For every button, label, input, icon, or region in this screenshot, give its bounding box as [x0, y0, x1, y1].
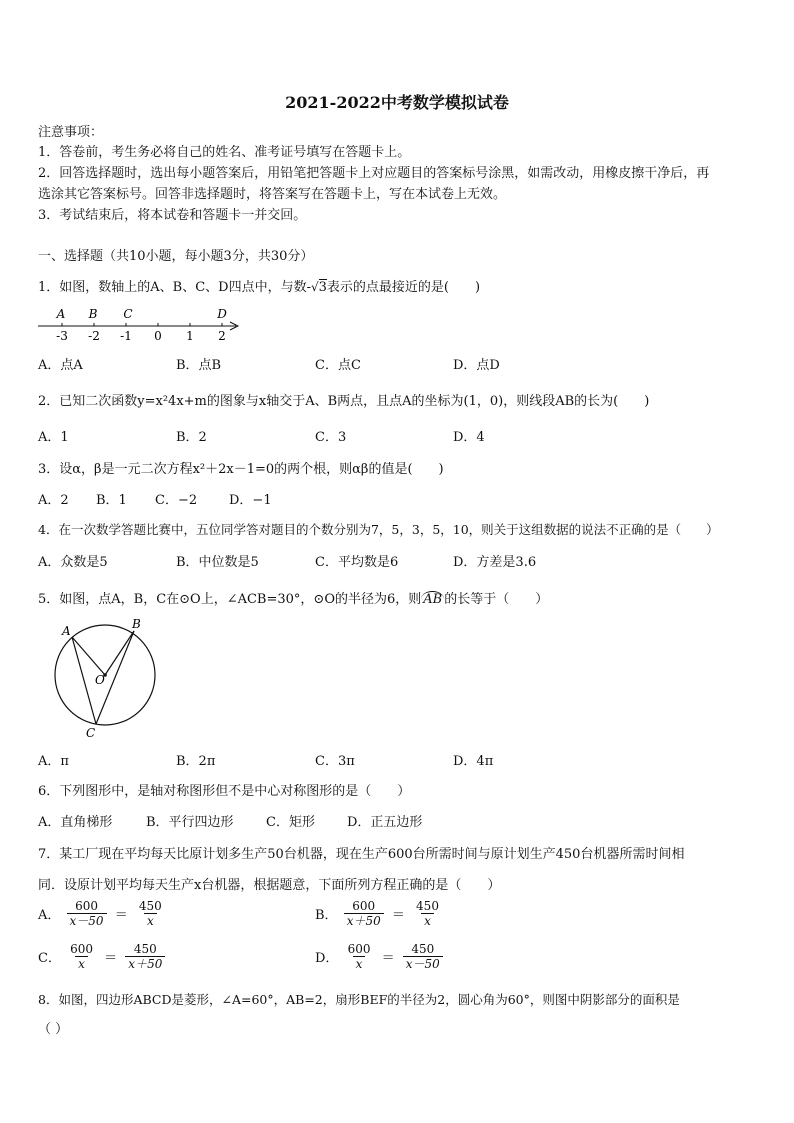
option[interactable]: A．1 — [38, 430, 69, 445]
option[interactable]: B．2π — [176, 754, 216, 769]
option[interactable]: A．π — [38, 754, 69, 769]
option-d[interactable]: D． $\frac{600}{x}$ ＝ $\frac{450}{x-50}$ — [315, 942, 445, 971]
point-label-c: C — [86, 726, 96, 740]
option[interactable]: A．众数是5 — [38, 555, 108, 570]
option[interactable]: C．点C — [315, 358, 361, 373]
tick-label: -3 — [56, 329, 68, 343]
option[interactable]: C．3 — [315, 430, 347, 445]
option[interactable]: C．矩形 — [266, 815, 315, 830]
circle-figure — [50, 615, 162, 740]
option[interactable]: C．平均数是6 — [315, 555, 399, 570]
option[interactable]: A．点A — [38, 358, 83, 373]
option[interactable]: B．中位数是5 — [176, 555, 259, 570]
point-label-d: D — [217, 307, 227, 321]
option-c[interactable]: C． $\frac{600}{x}$ ＝ $\frac{450}{x+50}$ — [38, 942, 167, 971]
option[interactable]: D．−1 — [229, 493, 272, 508]
option[interactable]: C．−2 — [155, 493, 198, 508]
tick-label: -2 — [88, 329, 100, 343]
option[interactable]: B．1 — [96, 493, 127, 508]
option[interactable]: B．2 — [176, 430, 207, 445]
notice-item: 选涂其它答案标号。回答非选择题时，将答案写在答题卡上，写在本试卷上无效。 — [38, 187, 507, 202]
segment-bo — [105, 631, 134, 675]
arc-label: AB — [423, 592, 443, 607]
number-line-figure — [34, 302, 244, 346]
question-4-stem: 4．在一次数学答题比赛中，五位同学答对题目的个数分别为7，5，3，5，10，则关于这组数据的说法不正确的是（ ） — [38, 522, 719, 537]
option[interactable]: D．正五边形 — [347, 815, 423, 830]
option-a[interactable]: A． $\frac{600}{x-50}$ ＝ $\frac{450}{x}$ — [38, 899, 162, 928]
option[interactable]: D．点D — [453, 358, 500, 373]
point-label-c: C — [123, 307, 133, 321]
notice-item: 3．考试结束后，将本试卷和答题卡一并交回。 — [38, 208, 307, 223]
option[interactable]: C．3π — [315, 754, 355, 769]
notice-item: 2．回答选择题时，选出每小题答案后，用铅笔把答题卡上对应题目的答案标号涂黑，如需改动，用橡皮擦干净后，再 — [38, 166, 710, 181]
question-8-stem: 8．如图，四边形ABCD是菱形，∠A=60°，AB=2，扇形BEF的半径为2，圆心角为60°，则图中阴影部分的面积是 — [38, 992, 680, 1007]
equals-icon: ＝ — [381, 951, 395, 966]
point-label-b: B — [88, 307, 98, 321]
equals-icon: ＝ — [391, 908, 405, 923]
option[interactable]: D．4π — [453, 754, 494, 769]
option[interactable]: D．方差是3.6 — [453, 555, 537, 570]
page-title: 2021-2022中考数学模拟试卷 — [285, 93, 509, 112]
equals-icon: ＝ — [104, 951, 118, 966]
tick-label: 1 — [186, 329, 194, 343]
point-label-b: B — [132, 617, 141, 631]
option-b[interactable]: B． $\frac{600}{x+50}$ ＝ $\frac{450}{x}$ — [315, 899, 439, 928]
point-label-a: A — [56, 307, 66, 321]
section-heading: 一、选择题（共10小题，每小题3分，共30分） — [38, 249, 314, 264]
tick-label: 2 — [218, 329, 226, 343]
question-6-stem: 6．下列图形中，是轴对称图形但不是中心对称图形的是（ ） — [38, 784, 411, 799]
sqrt-value: 3 — [318, 280, 327, 295]
question-2-stem: 2．已知二次函数y=x²4x+m的图象与x轴交于A、B两点，且点A的坐标为(1，0)，则线段AB的长为( ) — [38, 394, 650, 409]
point-label-a: A — [62, 624, 71, 638]
option[interactable]: A．2 — [38, 493, 69, 508]
question-8-stem: （ ） — [38, 1022, 69, 1037]
option[interactable]: B．平行四边形 — [146, 815, 234, 830]
question-3-stem: 3．设α，β是一元二次方程x²＋2x－1=0的两个根，则αβ的值是( ) — [38, 462, 444, 477]
option[interactable]: B．点B — [176, 358, 222, 373]
question-1-stem: 1．如图，数轴上的A、B、C、D四点中，与数-√3表示的点最接近的是( ) — [38, 280, 481, 295]
question-7-stem: 7．某工厂现在平均每天比原计划多生产50台机器，现在生产600台所需时间与原计划生产450台机器所需时间相 — [38, 847, 685, 862]
notice-item: 1．答卷前，考生务必将自己的姓名、准考证号填写在答题卡上。 — [38, 145, 411, 160]
tick-label: 0 — [154, 329, 162, 343]
option[interactable]: D．4 — [453, 430, 485, 445]
question-5-stem: 5．如图，点A，B，C在⊙O上，∠ACB=30°，⊙O的半径为6，则 AB 的长等于（ ） — [38, 592, 549, 607]
notice-heading: 注意事项： — [38, 125, 104, 140]
tick-label: -1 — [120, 329, 132, 343]
sqrt-icon: √ — [310, 280, 319, 294]
equals-icon: ＝ — [114, 908, 128, 923]
option[interactable]: A．直角梯形 — [38, 815, 113, 830]
point-label-o: O — [95, 673, 105, 687]
question-7-stem: 同．设原计划平均每天生产x台机器，根据题意，下面所列方程正确的是（ ） — [38, 878, 501, 893]
